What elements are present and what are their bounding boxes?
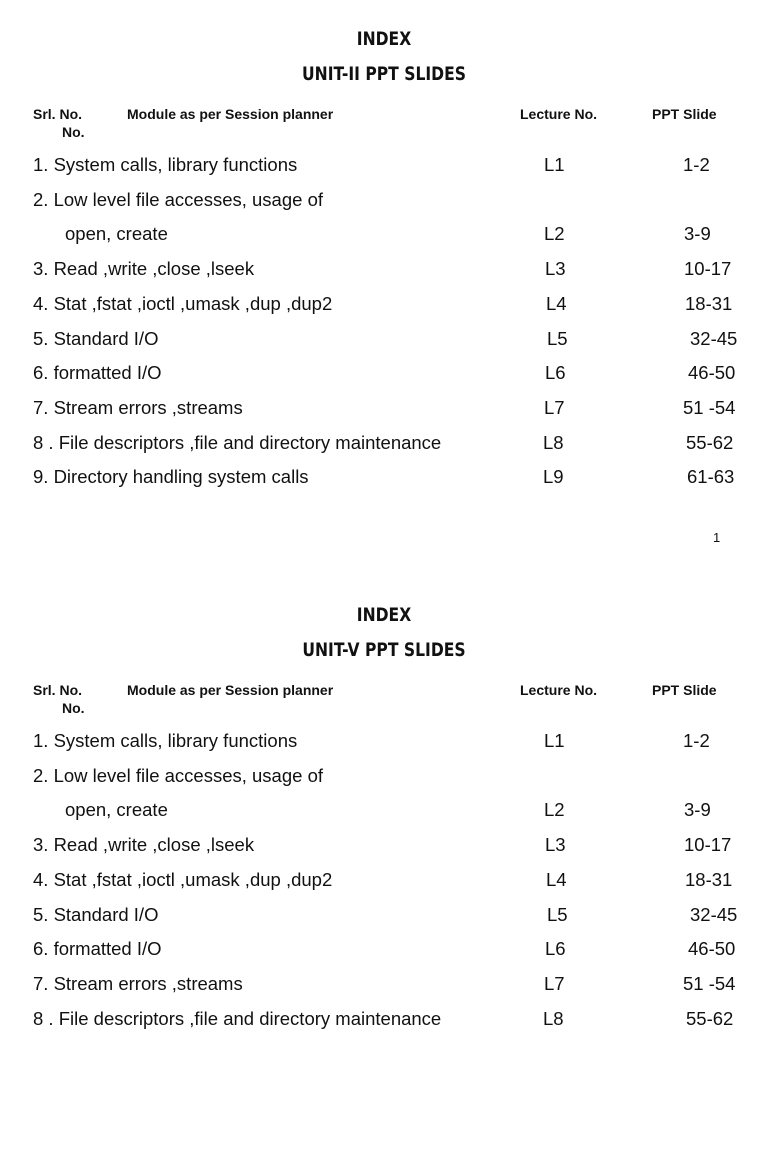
table-row [0, 362, 768, 392]
lecture-cell: L8 [543, 432, 564, 453]
header-srl-no-line2: No. [62, 124, 85, 140]
module-cell: 6. formatted I/O [33, 938, 162, 959]
slides-cell: 55-62 [686, 432, 734, 453]
module-cell: 3. Read ,write ,close ,lseek [33, 834, 255, 855]
table-row [0, 1008, 768, 1038]
module-cell: open, create [65, 223, 168, 244]
table-row [0, 189, 768, 219]
slides-cell: 51 -54 [683, 973, 736, 994]
module-cell: 8 . File descriptors ,file and directory maintenance [33, 1008, 442, 1029]
table-row [0, 258, 768, 288]
module-cell: 4. Stat ,fstat ,ioctl ,umask ,dup ,dup2 [33, 869, 333, 890]
table-row [0, 869, 768, 899]
lecture-cell: L3 [545, 834, 566, 855]
slides-cell: 3-9 [684, 799, 711, 820]
table-row [0, 904, 768, 934]
lecture-cell: L2 [544, 799, 565, 820]
header-srl-no-line2: No. [62, 700, 85, 716]
table-row [0, 765, 768, 795]
lecture-cell: L1 [544, 730, 565, 751]
slides-cell: 18-31 [685, 869, 733, 890]
module-cell: 8 . File descriptors ,file and directory maintenance [33, 432, 442, 453]
header-ppt-slide: PPT Slide [652, 682, 717, 698]
slides-cell: 1-2 [683, 730, 710, 751]
lecture-cell: L8 [543, 1008, 564, 1029]
slides-cell: 3-9 [684, 223, 711, 244]
slides-cell: 10-17 [684, 834, 732, 855]
header-lecture-no: Lecture No. [520, 682, 598, 698]
table-row [0, 328, 768, 358]
slides-cell: 46-50 [688, 938, 736, 959]
header-ppt-slide: PPT Slide [652, 106, 717, 122]
lecture-cell: L1 [544, 154, 565, 175]
header-lecture-no: Lecture No. [520, 106, 598, 122]
module-cell: 7. Stream errors ,streams [33, 973, 243, 994]
lecture-cell: L5 [547, 904, 568, 925]
module-cell: 2. Low level file accesses, usage of [33, 765, 323, 786]
slide-title: INDEX [356, 28, 412, 50]
slide-title: INDEX [356, 604, 412, 626]
lecture-cell: L7 [544, 973, 565, 994]
module-cell: 5. Standard I/O [33, 328, 159, 349]
slides-cell: 32-45 [690, 328, 738, 349]
header-srl-no: Srl. No. [33, 106, 83, 122]
module-cell: 6. formatted I/O [33, 362, 162, 383]
module-cell: 2. Low level file accesses, usage of [33, 189, 323, 210]
table-row [0, 938, 768, 968]
slides-cell: 1-2 [683, 154, 710, 175]
slides-cell: 46-50 [688, 362, 736, 383]
table-row [0, 834, 768, 864]
slides-cell: 18-31 [685, 293, 733, 314]
table-row [0, 730, 768, 760]
table-row [0, 432, 768, 462]
lecture-cell: L2 [544, 223, 565, 244]
module-cell: 3. Read ,write ,close ,lseek [33, 258, 255, 279]
slides-cell: 61-63 [687, 466, 735, 487]
slides-cell: 55-62 [686, 1008, 734, 1029]
slide-subtitle: UNIT-V PPT SLIDES [302, 639, 466, 661]
module-cell: 7. Stream errors ,streams [33, 397, 243, 418]
slide-subtitle: UNIT-II PPT SLIDES [302, 63, 466, 85]
lecture-cell: L3 [545, 258, 566, 279]
slides-cell: 51 -54 [683, 397, 736, 418]
module-cell: 1. System calls, library functions [33, 154, 298, 175]
table-row [0, 466, 768, 496]
table-row [0, 397, 768, 427]
module-cell: 1. System calls, library functions [33, 730, 298, 751]
header-module: Module as per Session planner [127, 682, 334, 698]
lecture-cell: L4 [546, 293, 567, 314]
page-number: 1 [713, 530, 721, 545]
lecture-cell: L4 [546, 869, 567, 890]
module-cell: 4. Stat ,fstat ,ioctl ,umask ,dup ,dup2 [33, 293, 333, 314]
table-row [0, 973, 768, 1003]
slide-unit-v [0, 576, 768, 1152]
lecture-cell: L6 [545, 362, 566, 383]
module-cell: open, create [65, 799, 168, 820]
module-cell: 9. Directory handling system calls [33, 466, 309, 487]
lecture-cell: L9 [543, 466, 564, 487]
table-row [0, 223, 768, 253]
slides-cell: 32-45 [690, 904, 738, 925]
slides-cell: 10-17 [684, 258, 732, 279]
header-srl-no: Srl. No. [33, 682, 83, 698]
table-row [0, 293, 768, 323]
table-row [0, 154, 768, 184]
header-module: Module as per Session planner [127, 106, 334, 122]
lecture-cell: L7 [544, 397, 565, 418]
module-cell: 5. Standard I/O [33, 904, 159, 925]
table-row [0, 799, 768, 829]
lecture-cell: L6 [545, 938, 566, 959]
lecture-cell: L5 [547, 328, 568, 349]
